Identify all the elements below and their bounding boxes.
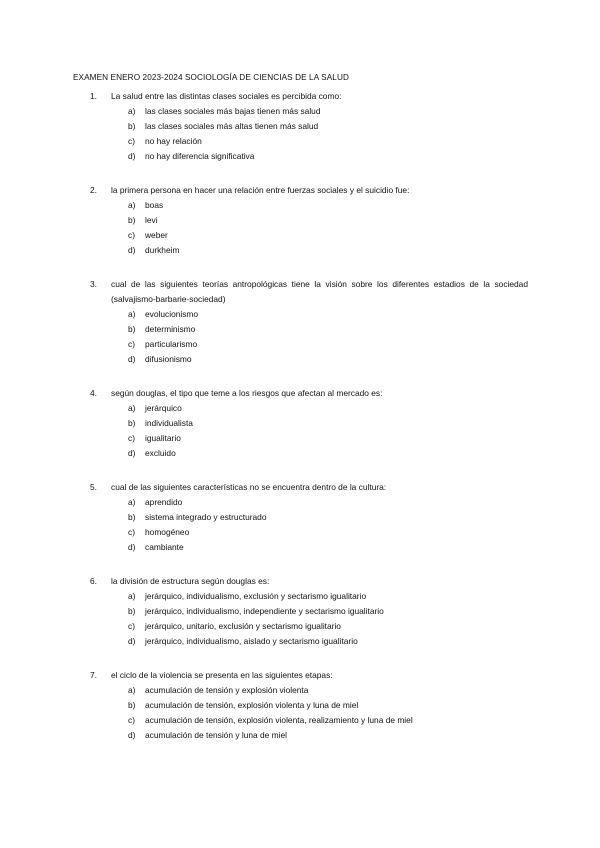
option-letter: a) [128, 106, 136, 116]
answer-option [0, 119, 600, 134]
question-number: 1. [90, 91, 97, 101]
option-list [0, 589, 600, 649]
option-text: durkheim [145, 245, 180, 255]
question-text: La salud entre las distintas clases sociales es percibida como: [111, 91, 342, 101]
question-list [0, 89, 600, 762]
option-text: homogéneo [145, 527, 190, 537]
option-letter: a) [128, 497, 136, 507]
option-text: jerárquico [145, 403, 182, 413]
question-line [0, 480, 600, 495]
answer-option [0, 431, 600, 446]
option-list [0, 307, 600, 367]
option-letter: b) [128, 700, 136, 710]
answer-option [0, 213, 600, 228]
option-text: las clases sociales más bajas tienen más salud [145, 106, 321, 116]
option-text: jerárquico, individualismo, independiente y sectarismo igualitario [145, 606, 384, 616]
question [0, 668, 600, 743]
option-letter: a) [128, 591, 136, 601]
option-letter: b) [128, 324, 136, 334]
option-list [0, 198, 600, 258]
answer-option [0, 149, 600, 164]
question-line [0, 183, 600, 198]
answer-option [0, 228, 600, 243]
option-text: acumulación de tensión y explosión violenta [145, 685, 309, 695]
option-list [0, 495, 600, 555]
option-letter: c) [128, 136, 135, 146]
question [0, 277, 600, 367]
option-text: no hay relación [145, 136, 202, 146]
answer-option [0, 134, 600, 149]
answer-option [0, 634, 600, 649]
option-letter: c) [128, 433, 135, 443]
answer-option [0, 728, 600, 743]
answer-option [0, 416, 600, 431]
option-text: acumulación de tensión, explosión violenta y luna de miel [145, 700, 359, 710]
answer-option [0, 525, 600, 540]
option-text: levi [145, 215, 158, 225]
question-number: 6. [90, 576, 97, 586]
option-text: no hay diferencia significativa [145, 151, 255, 161]
option-letter: b) [128, 121, 136, 131]
option-text: jerárquico, individualismo, exclusión y sectarismo igualitario [145, 591, 367, 601]
question [0, 574, 600, 649]
option-letter: c) [128, 715, 135, 725]
question-number: 4. [90, 388, 97, 398]
option-text: jerárquico, unitario, exclusión y sectarismo igualitario [145, 621, 341, 631]
option-text: cambiante [145, 542, 184, 552]
option-letter: a) [128, 685, 136, 695]
question-text: según douglas, el tipo que teme a los riesgos que afectan al mercado es: [111, 388, 383, 398]
option-letter: d) [128, 542, 136, 552]
option-text: difusionismo [145, 354, 192, 364]
answer-option [0, 604, 600, 619]
question-text: la primera persona en hacer una relación entre fuerzas sociales y el suicidio fue: [111, 185, 410, 195]
question-text: la división de estructura según douglas es: [111, 576, 270, 586]
option-letter: d) [128, 730, 136, 740]
answer-option [0, 589, 600, 604]
answer-option [0, 104, 600, 119]
answer-option [0, 198, 600, 213]
question-line [0, 277, 600, 307]
question [0, 386, 600, 461]
option-text: excluido [145, 448, 176, 458]
answer-option [0, 540, 600, 555]
question [0, 183, 600, 258]
option-list [0, 683, 600, 743]
answer-option [0, 337, 600, 352]
option-letter: c) [128, 527, 135, 537]
question-number: 7. [90, 670, 97, 680]
option-letter: b) [128, 606, 136, 616]
question [0, 480, 600, 555]
answer-option [0, 713, 600, 728]
question-number: 3. [90, 279, 97, 289]
question [0, 89, 600, 164]
question-line [0, 574, 600, 589]
option-letter: a) [128, 200, 136, 210]
option-letter: d) [128, 245, 136, 255]
option-list [0, 401, 600, 461]
option-letter: d) [128, 636, 136, 646]
question-number: 2. [90, 185, 97, 195]
option-text: aprendido [145, 497, 183, 507]
answer-option [0, 401, 600, 416]
answer-option [0, 322, 600, 337]
answer-option [0, 446, 600, 461]
option-letter: d) [128, 354, 136, 364]
question-line [0, 668, 600, 683]
option-letter: b) [128, 512, 136, 522]
option-text: las clases sociales más altas tienen más salud [145, 121, 319, 131]
question-line [0, 89, 600, 104]
answer-option [0, 307, 600, 322]
option-text: particularismo [145, 339, 198, 349]
option-letter: b) [128, 215, 136, 225]
option-letter: c) [128, 621, 135, 631]
option-letter: a) [128, 403, 136, 413]
answer-option [0, 619, 600, 634]
option-text: jerárquico, individualismo, aislado y sectarismo igualitario [145, 636, 358, 646]
option-letter: a) [128, 309, 136, 319]
answer-option [0, 352, 600, 367]
option-text: acumulación de tensión y luna de miel [145, 730, 287, 740]
option-text: determinismo [145, 324, 196, 334]
exam-title: EXAMEN ENERO 2023-2024 SOCIOLOGÍA DE CIENCIAS DE LA SALUD [73, 73, 349, 82]
answer-option [0, 495, 600, 510]
option-letter: d) [128, 151, 136, 161]
option-text: weber [145, 230, 168, 240]
answer-option [0, 698, 600, 713]
option-text: individualista [145, 418, 193, 428]
option-text: sistema integrado y estructurado [145, 512, 267, 522]
option-text: boas [145, 200, 164, 210]
option-text: evolucionismo [145, 309, 199, 319]
question-text: cual de las siguientes características no se encuentra dentro de la cultura: [111, 482, 387, 492]
option-list [0, 104, 600, 164]
answer-option [0, 683, 600, 698]
answer-option [0, 510, 600, 525]
question-number: 5. [90, 482, 97, 492]
question-line [0, 386, 600, 401]
option-text: igualitario [145, 433, 181, 443]
question-text: el ciclo de la violencia se presenta en las siguientes etapas: [111, 670, 333, 680]
answer-option [0, 243, 600, 258]
option-letter: b) [128, 418, 136, 428]
option-letter: d) [128, 448, 136, 458]
option-text: acumulación de tensión, explosión violenta, realizamiento y luna de miel [145, 715, 413, 725]
option-letter: c) [128, 339, 135, 349]
option-letter: c) [128, 230, 135, 240]
question-text: cual de las siguientes teorías antropológicas tiene la visión sobre los diferentes estadios de la sociedad (salvajismo-barbarie-sociedad) [111, 279, 528, 304]
